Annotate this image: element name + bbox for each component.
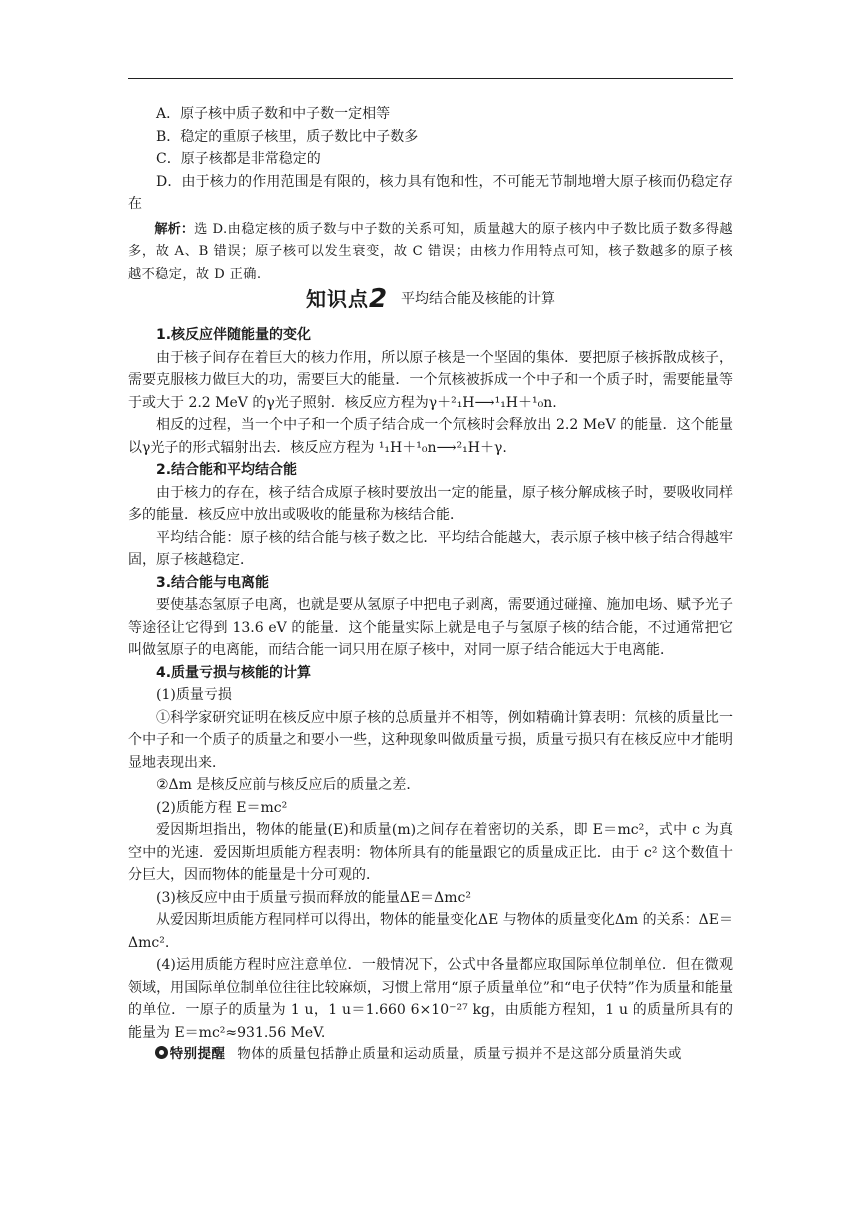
section-4-subheading-2: (2)质能方程 E＝mc²: [156, 799, 288, 816]
section-1-paragraph-2: 相反的过程，当一个中子和一个质子结合成一个氘核时会释放出 2.2 MeV 的能量．这个能量以γ光子的形式辐射出去．核反应方程为 ¹₁H＋¹₀n⟶²₁H＋γ.: [128, 417, 733, 456]
special-reminder-text: 物体的质量包括静止质量和运动质量，质量亏损并不是这部分质量消失或: [237, 1047, 682, 1062]
section-3-paragraph-1: 要使基态氢原子电离，也就是要从氢原子中把电子剥离，需要通过碰撞、施加电场、赋予光子等途径让它得到 13.6 eV 的能量．这个能量实际上就是电子与氢原子核的结合能，不过通常把它叫做氢原子的电离能，而结合能一词只用在原子核中，对同一原子结合能远大于电离能．: [128, 597, 733, 658]
option-a: A．原子核中质子数和中子数一定相等: [156, 106, 391, 122]
special-reminder: [128, 1044, 733, 1067]
section-2-paragraph-2: 平均结合能：原子核的结合能与核子数之比．平均结合能越大，表示原子核中核子结合得越牢固，原子核越稳定．: [128, 529, 733, 568]
document-body: [128, 103, 733, 1067]
section-4-subheading-3: (3)核反应中由于质量亏损而释放的能量ΔE＝Δmc²: [156, 889, 471, 906]
option-d: D．由于核力的作用范围是有限的，核力具有饱和性，不可能无节制地增大原子核而仍稳定存在: [128, 173, 733, 212]
section-4-heading: 4.质量亏损与核能的计算: [156, 664, 312, 681]
option-c: C．原子核都是非常稳定的: [156, 151, 321, 167]
section-1-heading: 1.核反应伴随能量的变化: [156, 327, 312, 343]
header-rule: [128, 78, 733, 79]
section-3-heading: 3.结合能与电离能: [156, 574, 270, 591]
section-4-subheading-1: (1)质量亏损: [156, 687, 232, 703]
special-reminder-label: 特别提醒: [169, 1047, 226, 1062]
reminder-icon: [155, 1046, 168, 1059]
section-4-paragraph-4: 从爱因斯坦质能方程同样可以得出，物体的能量变化ΔE 与物体的质量变化Δm 的关系：ΔE＝Δmc².: [128, 912, 733, 951]
solution-label: 解析：: [154, 221, 195, 237]
knowledge-point-number: 2: [368, 284, 388, 314]
section-2-paragraph-1: 由于核力的存在，核子结合成原子核时要放出一定的能量，原子核分解成核子时，要吸收同样多的能量．核反应中放出或吸收的能量称为核结合能．: [128, 484, 733, 523]
solution: [128, 219, 733, 287]
section-4-paragraph-2: ②Δm 是核反应前与核反应后的质量之差．: [156, 777, 421, 793]
knowledge-point-banner: [128, 284, 733, 324]
knowledge-point-label: 知识点: [305, 287, 369, 311]
option-b: B．稳定的重原子核里，质子数比中子数多: [156, 128, 419, 145]
section-4-paragraph-5: (4)运用质能方程时应注意单位．一般情况下，公式中各量都应取国际单位制单位．但在微观领域，用国际单位制单位往往比较麻烦，习惯上常用“原子质量单位”和“电子伏特”作为质量和能量的单位．一原子的质量为 1 u，1 u＝1.660 6×10⁻²⁷ kg，由质能方程知，1 u 的质量所具有的能量为 E＝mc²≈931.56 MeV.: [128, 957, 733, 1041]
section-4-paragraph-1: ①科学家研究证明在核反应中原子核的总质量并不相等，例如精确计算表明：氘核的质量比一个中子和一个质子的质量之和要小一些，这种现象叫做质量亏损，质量亏损只有在核反应中才能明显地表现出来．: [128, 709, 733, 771]
section-1-paragraph-1: 由于核子间存在着巨大的核力作用，所以原子核是一个坚固的集体．要把原子核拆散成核子，需要克服核力做巨大的功，需要巨大的能量．一个氘核被拆成一个中子和一个质子时，需要能量等于或大于 2.2 MeV 的γ光子照射．核反应方程为γ＋²₁H⟶¹₁H＋¹₀n.: [128, 349, 733, 411]
solution-text: 选 D.由稳定核的质子数与中子数的关系可知，质量越大的原子核内中子数比质子数多得越多，故 A、B 错误；原子核可以发生衰变，故 C 错误；由核力作用特点可知，核子数越多的原子核越不稳定，故 D 正确.: [128, 221, 733, 282]
section-2-heading: 2.结合能和平均结合能: [156, 462, 298, 478]
section-4-paragraph-3: 爱因斯坦指出，物体的能量(E)和质量(m)之间存在着密切的关系，即 E＝mc²，式中 c 为真空中的光速．爱因斯坦质能方程表明：物体所具有的能量跟它的质量成正比．由于 c² 这个数值十分巨大，因而物体的能量是十分可观的．: [128, 822, 733, 883]
knowledge-point-title: 平均结合能及核能的计算: [401, 291, 556, 307]
